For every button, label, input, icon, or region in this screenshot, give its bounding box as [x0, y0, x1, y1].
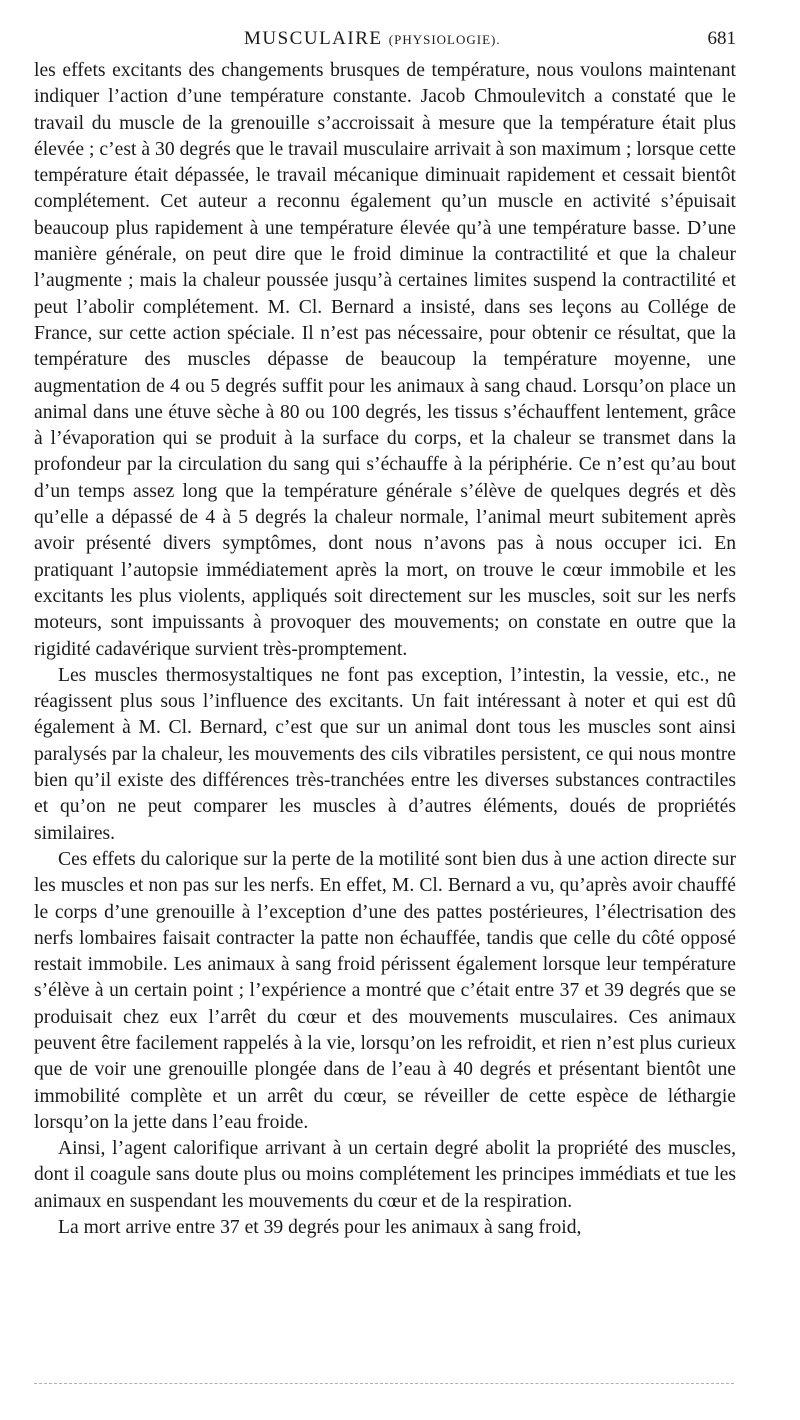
running-header	[34, 28, 736, 58]
paragraph-5: La mort arrive entre 37 et 39 degrés pour les animaux à sang froid,	[58, 1217, 582, 1239]
document-page	[34, 28, 736, 1241]
running-title	[244, 28, 501, 50]
paragraph-1: les effets excitants des changements brusques de température, nous voulons maintenant indiquer l’action d’une température constante. Jacob Chmoulevitch a constaté que le travail du muscle de la grenouille s’accroissait à mesure que la température était plus élevée ; c’est à 30 degrés que le travail musculaire arrivait à son maximum ; lorsque cette température était dépassée, le travail mécanique diminuait rapidement et cessait bientôt complétement. Cet auteur a reconnu également qu’un muscle en activité s’épuisait beaucoup plus rapidement à une température élevée qu’à une température basse. D’une manière générale, on peut dire que le froid diminue la contractilité et que la chaleur l’augmente ; mais la chaleur poussée jusqu’à certaines limites suspend la contractilité et peut l’abolir complétement. M. Cl. Bernard a insisté, dans ses leçons au Collége de France, sur cette action spéciale. Il n’est pas nécessaire, pour obtenir ce résultat, que la température des muscles dépasse de beaucoup la température moyenne, une augmentation de 4 ou 5 degrés suffit pour les animaux à sang chaud. Lorsqu’on place un animal dans une étuve sèche à 80 ou 100 degrés, les tissus s’échauffent lentement, grâce à l’évaporation qui se produit à la surface du corps, et la chaleur se transmet dans la profondeur par la circulation du sang qui s’échauffe à la périphérie. Ce n’est qu’au bout d’un temps assez long que la température générale s’élève de quelques degrés et dès qu’elle a dépassé de 4 à 5 degrés la chaleur normale, l’animal meurt subitement après avoir présenté divers symptômes, dont nous n’avons pas à nous occuper ici. En pratiquant l’autopsie immédiatement après la mort, on trouve le cœur immobile et les excitants les plus violents, appliqués soit directement sur les muscles, soit sur les nerfs moteurs, sont impuissants à provoquer des mouvements; on constate en outre que la rigidité cadavérique survient très-promptement.	[34, 60, 736, 660]
paragraph-2: Les muscles thermosystaltiques ne font pas exception, l’intestin, la vessie, etc., ne réagissent plus sous l’influence des excitants. Un fait intéressant à noter et qui est dû également à M. Cl. Bernard, c’est que sur un animal dont tous les muscles sont ainsi paralysés par la chaleur, les mouvements des cils vibratiles persistent, ce qui nous montre bien qu’il existe des différences très-tranchées entre les diverses substances contractiles et qu’on ne peut comparer les muscles à d’autres éléments, doués de propriétés similaires.	[34, 664, 736, 844]
header-subtitle: (PHYSIOLOGIE).	[388, 32, 501, 47]
footer-divider	[34, 1383, 734, 1384]
body-text	[34, 58, 736, 1241]
page-number: 681	[707, 28, 736, 49]
paragraph-3: Ces effets du calorique sur la perte de la motilité sont bien dus à une action directe sur les muscles et non pas sur les nerfs. En effet, M. Cl. Bernard a vu, qu’après avoir chauffé le corps d’une grenouille à l’exception d’une des pattes postérieures, l’électrisation des nerfs lombaires faisait contracter la patte non échauffée, tandis que celle du côté opposé restait immobile. Les animaux à sang froid périssent également lorsque leur température s’élève à un certain point ; l’expérience a montré que c’était entre 37 et 39 degrés que se produisait chez eux l’arrêt du cœur et des mouvements musculaires. Ces animaux peuvent être facilement rappelés à la vie, lorsqu’on les refroidit, et rien n’est plus curieux que de voir une grenouille plongée dans de l’eau à 40 degrés et présentant bientôt une immobilité complète et un arrêt du cœur, se réveiller de cette espèce de léthargie lorsqu’on la jette dans l’eau froide.	[34, 848, 736, 1133]
paragraph-4: Ainsi, l’agent calorifique arrivant à un certain degré abolit la propriété des muscles, dont il coagule sans doute plus ou moins complétement les principes immédiats et tue les animaux en suspendant les mouvements du cœur et de la respiration.	[34, 1138, 736, 1212]
header-title: MUSCULAIRE	[244, 28, 383, 49]
